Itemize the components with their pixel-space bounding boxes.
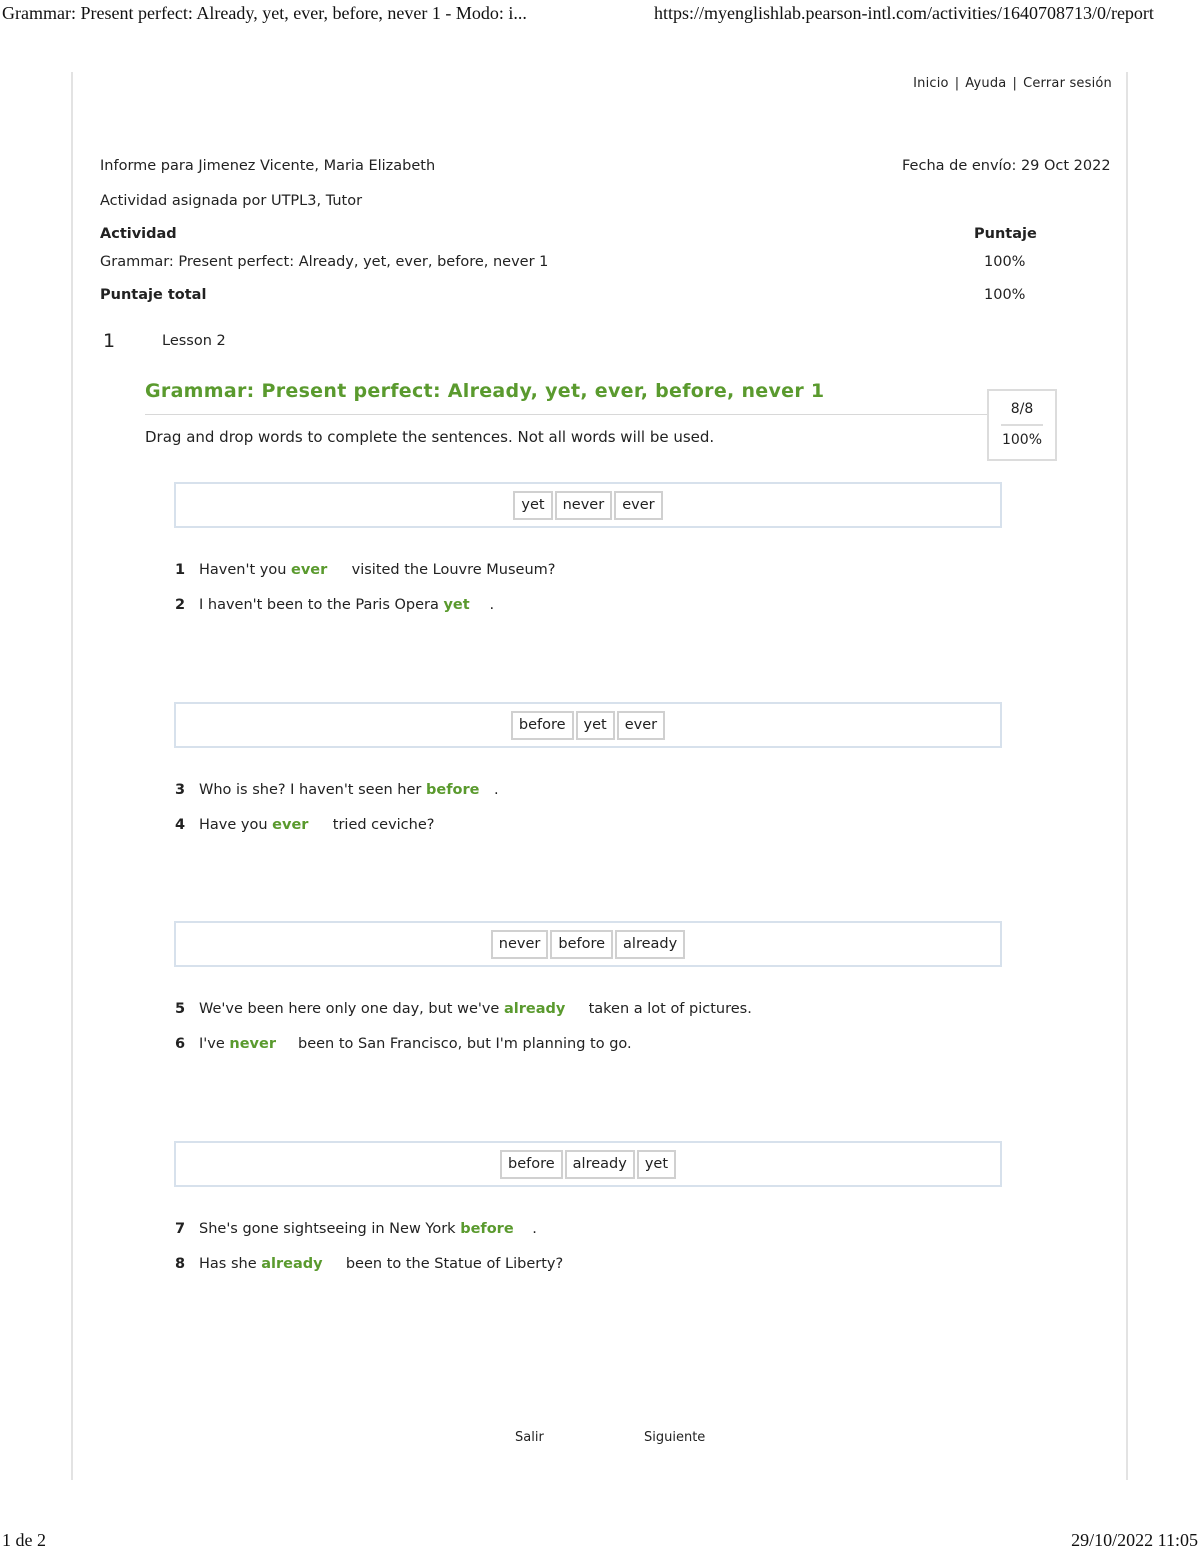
top-navigation: [913, 76, 1112, 91]
lesson-name: Lesson 2: [162, 333, 226, 349]
question-text-after: been to San Francisco, but I'm planning to go.: [297, 1036, 632, 1052]
word-chip[interactable]: yet: [513, 491, 552, 520]
lesson-number: 1: [103, 330, 116, 352]
word-chip[interactable]: yet: [637, 1150, 676, 1179]
question-text-after: .: [493, 782, 499, 798]
question-4: [175, 817, 434, 833]
answer-slot[interactable]: never: [229, 1036, 276, 1052]
nav-help-link[interactable]: Ayuda: [965, 76, 1007, 91]
nav-logout-link[interactable]: Cerrar sesión: [1023, 76, 1112, 91]
question-text-after: .: [489, 597, 495, 613]
word-chip[interactable]: never: [555, 491, 613, 520]
activity-column-header: Actividad: [100, 226, 177, 242]
page-frame-right: [1126, 72, 1128, 1480]
word-chip[interactable]: never: [491, 930, 549, 959]
question-text-before: Have you: [199, 817, 268, 833]
answer-slot[interactable]: ever: [291, 562, 328, 578]
answer-slot[interactable]: yet: [443, 597, 470, 613]
word-bank-3: [174, 921, 1002, 967]
word-chip[interactable]: before: [550, 930, 613, 959]
word-bank-4: [174, 1141, 1002, 1187]
activity-name: Grammar: Present perfect: Already, yet, ever, before, never 1: [100, 254, 549, 270]
exercise-title: Grammar: Present perfect: Already, yet, ever, before, never 1: [145, 380, 825, 402]
word-bank-2: [174, 702, 1002, 748]
question-5: [175, 1001, 752, 1017]
word-bank-1: [174, 482, 1002, 528]
print-footer-datetime: 29/10/2022 11:05: [1071, 1530, 1198, 1550]
question-text-before: Has she: [199, 1256, 257, 1272]
exercise-instructions: Drag and drop words to complete the sentences. Not all words will be used.: [145, 428, 715, 446]
print-header-title: Grammar: Present perfect: Already, yet, ever, before, never 1 - Modo: i...: [2, 3, 527, 23]
question-text-before: Haven't you: [199, 562, 287, 578]
exercise-score-box: [987, 389, 1057, 461]
score-fraction: 8/8: [1010, 401, 1034, 417]
nav-separator: |: [1012, 76, 1018, 91]
question-text-before: We've been here only one day, but we've: [199, 1001, 500, 1017]
title-divider: [145, 414, 987, 415]
question-text-before: I haven't been to the Paris Opera: [199, 597, 439, 613]
question-text-after: tried ceviche?: [332, 817, 435, 833]
word-chip[interactable]: before: [500, 1150, 563, 1179]
question-text-after: .: [532, 1221, 537, 1237]
activity-score: 100%: [984, 254, 1026, 270]
word-chip[interactable]: already: [565, 1150, 635, 1179]
total-score-value: 100%: [984, 287, 1026, 303]
question-6: [175, 1036, 632, 1052]
word-chip[interactable]: before: [511, 711, 574, 740]
next-button[interactable]: Siguiente: [644, 1430, 706, 1445]
print-header-url: https://myenglishlab.pearson-intl.com/activities/1640708713/0/report: [654, 3, 1154, 23]
question-number: 6: [175, 1036, 186, 1052]
assigned-by: Actividad asignada por UTPL3, Tutor: [100, 193, 363, 209]
answer-slot[interactable]: ever: [272, 817, 309, 833]
score-percent: 100%: [1001, 432, 1043, 448]
question-text-after: visited the Louvre Museum?: [351, 562, 556, 578]
question-number: 4: [175, 817, 186, 833]
question-number: 3: [175, 782, 186, 798]
nav-home-link[interactable]: Inicio: [913, 76, 949, 91]
score-column-header: Puntaje: [974, 226, 1037, 242]
question-text-before: I've: [199, 1036, 225, 1052]
question-number: 1: [175, 562, 186, 578]
question-3: [175, 782, 499, 798]
answer-slot[interactable]: before: [425, 782, 480, 798]
report-for: Informe para Jimenez Vicente, Maria Elizabeth: [100, 158, 436, 174]
question-number: 5: [175, 1001, 186, 1017]
answer-slot[interactable]: already: [503, 1001, 566, 1017]
word-chip[interactable]: ever: [617, 711, 665, 740]
total-score-label: Puntaje total: [100, 287, 207, 303]
question-text-before: She's gone sightseeing in New York: [199, 1221, 456, 1237]
word-chip[interactable]: ever: [614, 491, 662, 520]
exit-button[interactable]: Salir: [515, 1430, 544, 1445]
word-chip[interactable]: already: [615, 930, 685, 959]
score-divider: [1001, 424, 1043, 426]
question-1: [175, 562, 555, 578]
print-footer-page: 1 de 2: [2, 1530, 46, 1550]
question-8: [175, 1256, 563, 1272]
question-number: 2: [175, 597, 186, 613]
question-number: 7: [175, 1221, 186, 1237]
question-2: [175, 597, 494, 613]
submission-date: Fecha de envío: 29 Oct 2022: [902, 158, 1111, 174]
word-chip[interactable]: yet: [576, 711, 615, 740]
answer-slot[interactable]: before: [460, 1221, 514, 1237]
question-7: [175, 1221, 537, 1237]
page-frame-left: [71, 72, 73, 1480]
question-text-before: Who is she? I haven't seen her: [199, 782, 422, 798]
question-number: 8: [175, 1256, 186, 1272]
answer-slot[interactable]: already: [261, 1256, 323, 1272]
question-text-after: taken a lot of pictures.: [588, 1001, 752, 1017]
nav-separator: |: [954, 76, 960, 91]
question-text-after: been to the Statue of Liberty?: [345, 1256, 564, 1272]
